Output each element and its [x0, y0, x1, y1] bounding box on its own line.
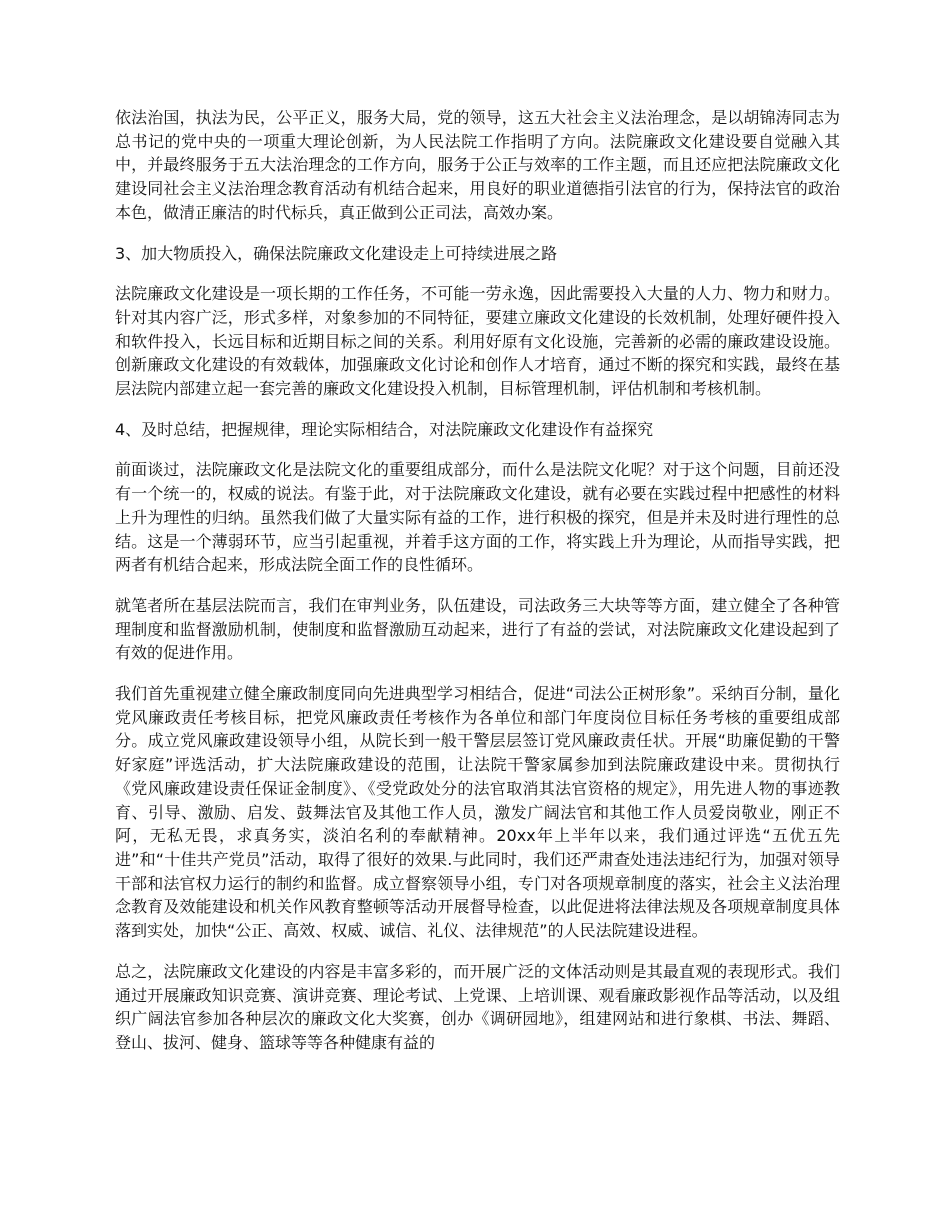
- paragraph-court-culture: 前面谈过，法院廉政文化是法院文化的重要组成部分，而什么是法院文化呢？对于这个问题，目前还没有一个统一的，权威的说法。有鉴于此，对于法院廉政文化建设，就有必要在实践过程中把感性的材料上升为理性的归纳。虽然我们做了大量实际有益的工作，进行积极的探究，但是并未及时进行理性的总结。这是一个薄弱环节，应当引起重视，并着手这方面的工作，将实践上升为理论，从而指导实践，把两者有机结合起来，形成法院全面工作的良性循环。: [115, 460, 840, 575]
- paragraph-rule-of-law: 依法治国，执法为民，公平正义，服务大局，党的领导，这五大社会主义法治理念，是以胡锦涛同志为总书记的党中央的一项重大理论创新，为人民法院工作指明了方向。法院廉政文化建设要自觉融入其中，并最终服务于五大法治理念的工作方向，服务于公正与效率的工作主题，而且还应把法院廉政文化建设同社会主义法治理念教育活动有机结合起来，用良好的职业道德指引法官的行为，保持法官的政治本色，做清正廉洁的时代标兵，真正做到公正司法，高效办案。: [115, 108, 840, 222]
- paragraph-integrity-system: 我们首先重视建立健全廉政制度同向先进典型学习相结合，促进“司法公正树形象”。采纳百分制，量化党风廉政责任考核目标，把党风廉政责任考核作为各单位和部门年度岗位目标任务考核的重要组成部分。成立党风廉政建设领导小组，从院长到一般干警层层签订党风廉政责任状。开展“助廉促勤的干警好家庭”评选活动，扩大法院廉政建设的范围，让法院干警家属参加到法院廉政建设中来。贯彻执行《党风廉政建设责任保证金制度》、《受党政处分的法官取消其法官资格的规定》，用先进人物的事迹教育、引导、激励、启发、鼓舞法官及其他工作人员，激发广阔法官和其他工作人员爱岗敬业，刚正不阿，无私无畏，求真务实，淡泊名利的奉献精神。20xx年上半年以来，我们通过评选“五优五先进”和“十佳共产党员”活动，取得了很好的效果.与此同时，我们还严肃查处违法违纪行为，加强对领导干部和法官权力运行的制约和监督。成立督察领导小组，专门对各项规章制度的落实，社会主义法治理念教育及效能建设和机关作风教育整顿等活动开展督导检查，以此促进将法律法规及各项规章制度具体落到实处，加快“公正、高效、权威、诚信、礼仪、法律规范”的人民法院建设进程。: [115, 684, 840, 941]
- section-heading-3: 3、加大物质投入，确保法院廉政文化建设走上可持续进展之路: [115, 243, 558, 263]
- section-heading-4: 4、及时总结，把握规律，理论实际相结合，对法院廉政文化建设作有益探究: [115, 419, 654, 439]
- paragraph-grassroots-court: 就笔者所在基层法院而言，我们在审判业务，队伍建设，司法政务三大块等等方面，建立健全了各种管理制度和监督激励机制，使制度和监督激励互动起来，进行了有益的尝试，对法院廉政文化建设起到了有效的促进作用。: [115, 595, 840, 663]
- document-page: [115, 106, 840, 1072]
- paragraph-conclusion: 总之，法院廉政文化建设的内容是丰富多彩的，而开展广泛的文体活动则是其最直观的表现形式。我们通过开展廉政知识竞赛、演讲竞赛、理论考试、上党课、上培训课、观看廉政影视作品等活动，以及组织广阔法官参加各种层次的廉政文化大奖赛，创办《调研园地》，组建网站和进行象棋、书法、舞蹈、登山、拔河、健身、篮球等等各种健康有益的: [115, 961, 840, 1052]
- paragraph-material-investment: 法院廉政文化建设是一项长期的工作任务，不可能一劳永逸，因此需要投入大量的人力、物力和财力。针对其内容广泛，形式多样，对象参加的不同特征，要建立廉政文化建设的长效机制，处理好硬件投入和软件投入，长远目标和近期目标之间的关系。利用好原有文化设施，完善新的必需的廉政建设设施。创新廉政文化建设的有效载体，加强廉政文化讨论和创作人才培育，通过不断的探究和实践，最终在基层法院内部建立起一套完善的廉政文化建设投入机制，目标管理机制，评估机制和考核机制。: [115, 284, 840, 399]
